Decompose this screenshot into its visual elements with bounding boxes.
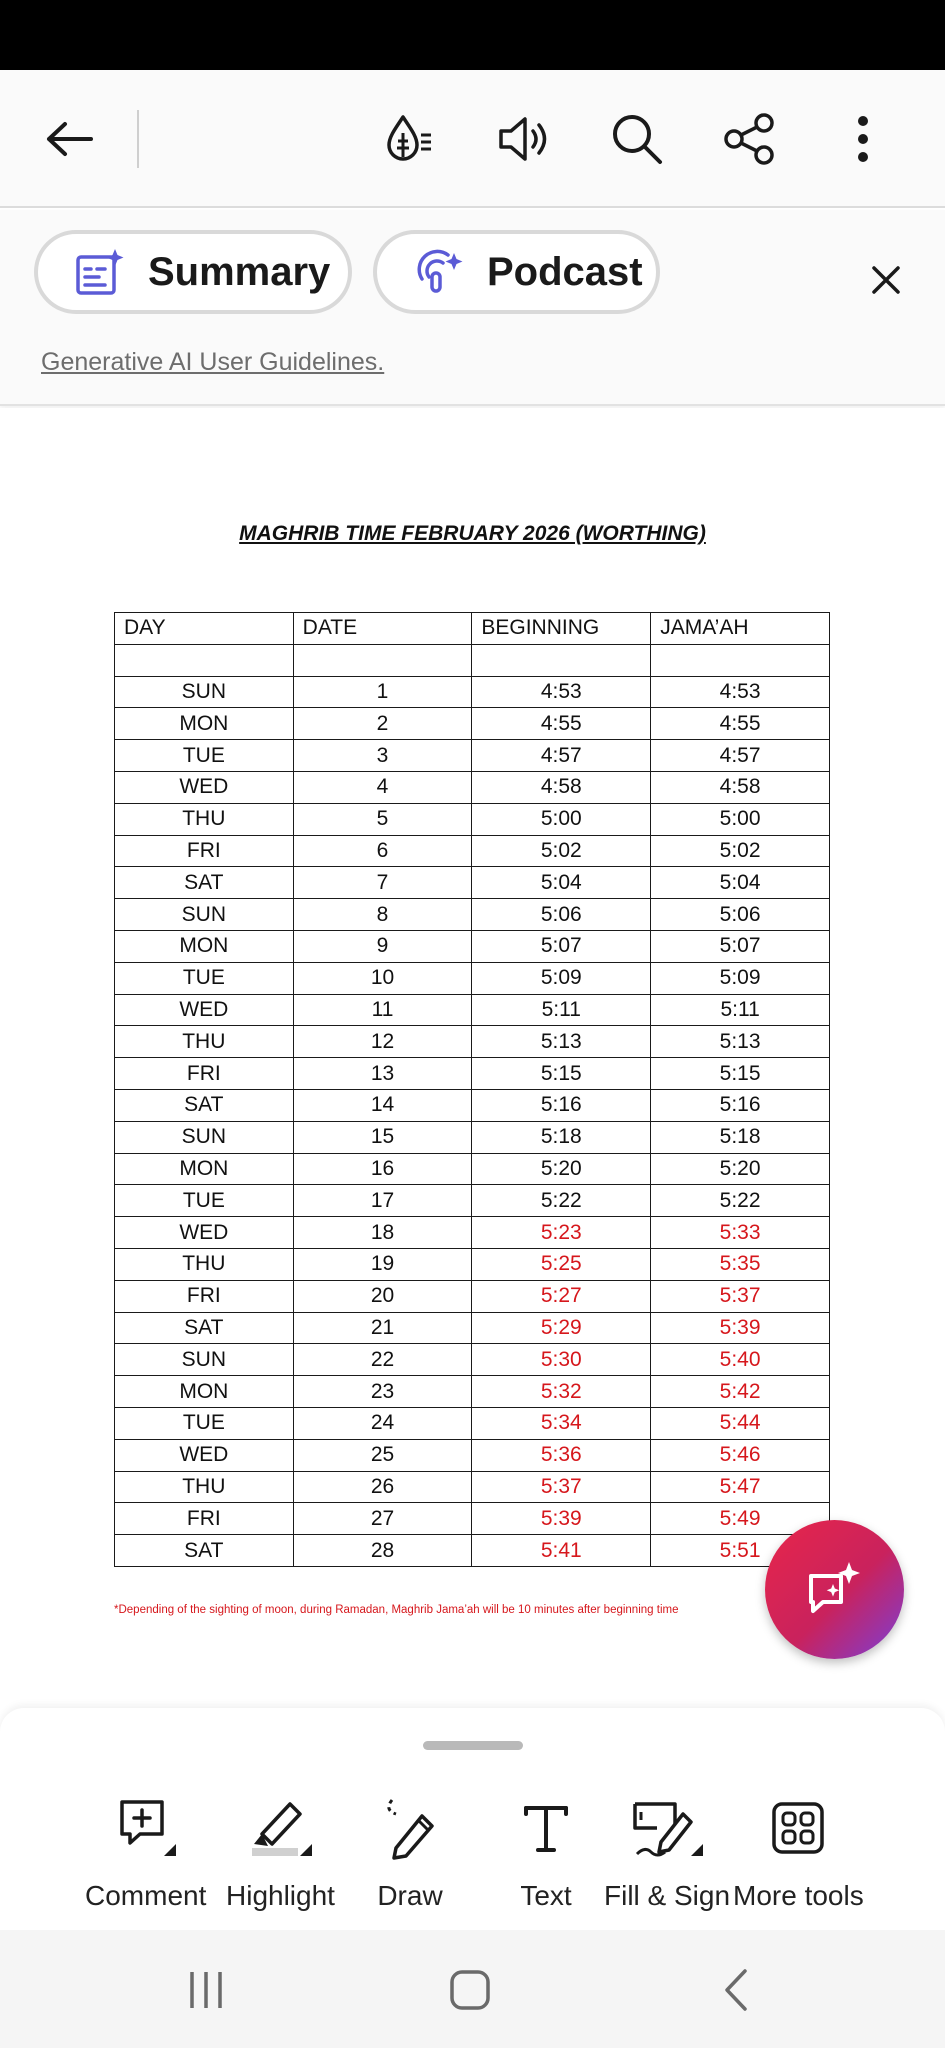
- date-cell: 15: [293, 1121, 472, 1153]
- beginning-time-cell: 4:53: [472, 676, 651, 708]
- table-row: [115, 740, 830, 772]
- day-cell: TUE: [115, 1407, 294, 1439]
- draw-tool[interactable]: [370, 1788, 450, 1912]
- more-options-icon[interactable]: [828, 104, 898, 174]
- table-row: [115, 1312, 830, 1344]
- day-cell: TUE: [115, 740, 294, 772]
- day-cell: WED: [115, 1217, 294, 1249]
- beginning-time-cell: 4:58: [472, 771, 651, 803]
- day-cell: MON: [115, 1153, 294, 1185]
- date-cell: 20: [293, 1280, 472, 1312]
- day-cell: MON: [115, 930, 294, 962]
- footnote: *Depending of the sighting of moon, during Ramadan, Maghrib Jama’ah will be 10 minutes after beginning time: [114, 1604, 679, 1616]
- maghrib-timetable: [114, 612, 830, 1567]
- jamaah-time-cell: 5:35: [651, 1248, 830, 1280]
- beginning-time-cell: 5:00: [472, 803, 651, 835]
- status-bar: [0, 0, 945, 70]
- table-row: [115, 1185, 830, 1217]
- jamaah-time-cell: 5:07: [651, 930, 830, 962]
- jamaah-time-cell: 5:40: [651, 1344, 830, 1376]
- date-cell: 12: [293, 1026, 472, 1058]
- column-header-date: DATE: [293, 613, 472, 645]
- date-cell: 4: [293, 771, 472, 803]
- day-cell: FRI: [115, 1280, 294, 1312]
- beginning-time-cell: 5:27: [472, 1280, 651, 1312]
- draw-icon: [370, 1788, 450, 1868]
- beginning-time-cell: 5:15: [472, 1058, 651, 1090]
- home-icon[interactable]: [430, 1950, 510, 2030]
- beginning-time-cell: 5:13: [472, 1026, 651, 1058]
- date-cell: 7: [293, 867, 472, 899]
- comment-icon: [106, 1788, 186, 1868]
- table-row: [115, 1344, 830, 1376]
- beginning-time-cell: 5:41: [472, 1535, 651, 1567]
- table-row: [115, 1407, 830, 1439]
- day-cell: THU: [115, 1026, 294, 1058]
- day-cell: WED: [115, 994, 294, 1026]
- ai-assistant-button[interactable]: [765, 1520, 904, 1659]
- search-icon[interactable]: [602, 104, 672, 174]
- date-cell: 16: [293, 1153, 472, 1185]
- jamaah-time-cell: 5:51: [651, 1535, 830, 1567]
- table-row: [115, 1026, 830, 1058]
- date-cell: 23: [293, 1376, 472, 1408]
- blank-row: [115, 644, 830, 676]
- date-cell: 14: [293, 1089, 472, 1121]
- podcast-button[interactable]: [373, 230, 660, 314]
- date-cell: 21: [293, 1312, 472, 1344]
- table-body: [115, 644, 830, 1566]
- text-tool[interactable]: [506, 1788, 586, 1912]
- top-toolbar: [0, 70, 945, 208]
- date-cell: 24: [293, 1407, 472, 1439]
- date-cell: 8: [293, 899, 472, 931]
- ai-guidelines-link[interactable]: Generative AI User Guidelines.: [41, 348, 385, 376]
- beginning-time-cell: 5:09: [472, 962, 651, 994]
- date-cell: 5: [293, 803, 472, 835]
- jamaah-time-cell: 5:42: [651, 1376, 830, 1408]
- day-cell: SAT: [115, 1312, 294, 1344]
- share-icon[interactable]: [714, 104, 784, 174]
- jamaah-time-cell: 5:33: [651, 1217, 830, 1249]
- podcast-label: Podcast: [487, 249, 643, 294]
- more-tools-icon: [758, 1788, 838, 1868]
- jamaah-time-cell: 5:47: [651, 1471, 830, 1503]
- beginning-time-cell: 5:23: [472, 1217, 651, 1249]
- beginning-time-cell: 5:29: [472, 1312, 651, 1344]
- jamaah-time-cell: 4:58: [651, 771, 830, 803]
- day-cell: TUE: [115, 962, 294, 994]
- table-header-row: [115, 613, 830, 645]
- tools-bottom-sheet: [0, 1708, 945, 1930]
- day-cell: WED: [115, 1439, 294, 1471]
- highlight-label: Highlight: [226, 1880, 335, 1911]
- date-cell: 26: [293, 1471, 472, 1503]
- jamaah-time-cell: 5:15: [651, 1058, 830, 1090]
- fill-sign-label: Fill & Sign: [604, 1880, 731, 1911]
- jamaah-time-cell: 5:20: [651, 1153, 830, 1185]
- date-cell: 28: [293, 1535, 472, 1567]
- table-row: [115, 930, 830, 962]
- day-cell: THU: [115, 803, 294, 835]
- more-tools-tool[interactable]: [733, 1788, 864, 1912]
- beginning-time-cell: 5:34: [472, 1407, 651, 1439]
- jamaah-time-cell: 5:04: [651, 867, 830, 899]
- text-icon: [506, 1788, 586, 1868]
- jamaah-time-cell: 5:22: [651, 1185, 830, 1217]
- column-header-jamaah: JAMA’AH: [651, 613, 830, 645]
- jamaah-time-cell: 4:55: [651, 708, 830, 740]
- beginning-time-cell: 5:06: [472, 899, 651, 931]
- highlight-tool[interactable]: [226, 1788, 335, 1912]
- date-cell: 17: [293, 1185, 472, 1217]
- table-row: [115, 676, 830, 708]
- fill-sign-tool[interactable]: [604, 1788, 730, 1912]
- jamaah-time-cell: 5:39: [651, 1312, 830, 1344]
- fill-sign-icon: [613, 1788, 721, 1868]
- table-row: [115, 1376, 830, 1408]
- table-row: [115, 803, 830, 835]
- table-row: [115, 1280, 830, 1312]
- jamaah-time-cell: 5:44: [651, 1407, 830, 1439]
- date-cell: 3: [293, 740, 472, 772]
- close-icon[interactable]: [854, 248, 918, 312]
- jamaah-time-cell: 5:11: [651, 994, 830, 1026]
- table-row: [115, 899, 830, 931]
- jamaah-time-cell: 5:18: [651, 1121, 830, 1153]
- day-cell: SAT: [115, 1089, 294, 1121]
- day-cell: THU: [115, 1248, 294, 1280]
- summary-sparkle-icon: [74, 246, 126, 298]
- table-row: [115, 994, 830, 1026]
- comment-label: Comment: [85, 1880, 207, 1911]
- day-cell: SAT: [115, 867, 294, 899]
- table-row: [115, 771, 830, 803]
- date-cell: 19: [293, 1248, 472, 1280]
- jamaah-time-cell: 4:53: [651, 676, 830, 708]
- date-cell: 25: [293, 1439, 472, 1471]
- ai-assistant-panel: [0, 210, 945, 406]
- day-cell: WED: [115, 771, 294, 803]
- jamaah-time-cell: 5:49: [651, 1503, 830, 1535]
- date-cell: 2: [293, 708, 472, 740]
- table-row: [115, 1439, 830, 1471]
- beginning-time-cell: 5:02: [472, 835, 651, 867]
- summary-button[interactable]: [34, 230, 352, 314]
- liquid-mode-icon[interactable]: [374, 104, 444, 174]
- table-row: [115, 1471, 830, 1503]
- date-cell: 13: [293, 1058, 472, 1090]
- jamaah-time-cell: 5:06: [651, 899, 830, 931]
- beginning-time-cell: 5:22: [472, 1185, 651, 1217]
- table-row: [115, 1217, 830, 1249]
- day-cell: MON: [115, 1376, 294, 1408]
- summary-label: Summary: [148, 249, 331, 294]
- date-cell: 9: [293, 930, 472, 962]
- table-row: [115, 1058, 830, 1090]
- beginning-time-cell: 5:36: [472, 1439, 651, 1471]
- table-row: [115, 1535, 830, 1567]
- beginning-time-cell: 5:04: [472, 867, 651, 899]
- back-arrow-icon[interactable]: [34, 104, 104, 174]
- table-row: [115, 867, 830, 899]
- date-cell: 1: [293, 676, 472, 708]
- day-cell: SUN: [115, 676, 294, 708]
- column-header-beginning: BEGINNING: [472, 613, 651, 645]
- jamaah-time-cell: 5:00: [651, 803, 830, 835]
- table-row: [115, 708, 830, 740]
- date-cell: 6: [293, 835, 472, 867]
- jamaah-time-cell: 5:13: [651, 1026, 830, 1058]
- day-cell: TUE: [115, 1185, 294, 1217]
- beginning-time-cell: 5:39: [472, 1503, 651, 1535]
- beginning-time-cell: 5:16: [472, 1089, 651, 1121]
- day-cell: MON: [115, 708, 294, 740]
- column-header-day: DAY: [115, 613, 294, 645]
- table-row: [115, 1089, 830, 1121]
- day-cell: SUN: [115, 1121, 294, 1153]
- jamaah-time-cell: 5:46: [651, 1439, 830, 1471]
- system-navigation-bar: [0, 1930, 945, 2048]
- jamaah-time-cell: 5:02: [651, 835, 830, 867]
- table-row: [115, 1153, 830, 1185]
- beginning-time-cell: 4:55: [472, 708, 651, 740]
- table-row: [115, 1121, 830, 1153]
- document-title: MAGHRIB TIME FEBRUARY 2026 (WORTHING): [239, 522, 706, 545]
- beginning-time-cell: 5:07: [472, 930, 651, 962]
- comment-tool[interactable]: [85, 1788, 206, 1912]
- sheet-drag-handle[interactable]: [423, 1741, 523, 1750]
- more-tools-label: More tools: [733, 1880, 864, 1911]
- table-row: [115, 1503, 830, 1535]
- draw-label: Draw: [377, 1880, 443, 1911]
- table-row: [115, 835, 830, 867]
- beginning-time-cell: 5:32: [472, 1376, 651, 1408]
- day-cell: SUN: [115, 1344, 294, 1376]
- date-cell: 11: [293, 994, 472, 1026]
- day-cell: FRI: [115, 835, 294, 867]
- date-cell: 18: [293, 1217, 472, 1249]
- beginning-time-cell: 5:37: [472, 1471, 651, 1503]
- beginning-time-cell: 5:11: [472, 994, 651, 1026]
- recent-apps-icon[interactable]: [166, 1950, 246, 2030]
- text-label: Text: [520, 1880, 572, 1911]
- jamaah-time-cell: 5:09: [651, 962, 830, 994]
- beginning-time-cell: 5:30: [472, 1344, 651, 1376]
- table-row: [115, 962, 830, 994]
- day-cell: SAT: [115, 1535, 294, 1567]
- beginning-time-cell: 5:25: [472, 1248, 651, 1280]
- jamaah-time-cell: 4:57: [651, 740, 830, 772]
- date-cell: 22: [293, 1344, 472, 1376]
- beginning-time-cell: 5:18: [472, 1121, 651, 1153]
- beginning-time-cell: 4:57: [472, 740, 651, 772]
- day-cell: FRI: [115, 1503, 294, 1535]
- highlight-icon: [240, 1788, 320, 1868]
- pdf-page: [0, 408, 945, 1708]
- ai-chat-sparkle-icon: [803, 1558, 867, 1622]
- read-aloud-icon[interactable]: [488, 104, 558, 174]
- date-cell: 27: [293, 1503, 472, 1535]
- podcast-sparkle-icon: [413, 246, 465, 298]
- day-cell: SUN: [115, 899, 294, 931]
- nav-back-icon[interactable]: [696, 1950, 776, 2030]
- day-cell: THU: [115, 1471, 294, 1503]
- jamaah-time-cell: 5:37: [651, 1280, 830, 1312]
- table-row: [115, 1248, 830, 1280]
- jamaah-time-cell: 5:16: [651, 1089, 830, 1121]
- day-cell: FRI: [115, 1058, 294, 1090]
- toolbar-divider: [137, 110, 139, 168]
- beginning-time-cell: 5:20: [472, 1153, 651, 1185]
- date-cell: 10: [293, 962, 472, 994]
